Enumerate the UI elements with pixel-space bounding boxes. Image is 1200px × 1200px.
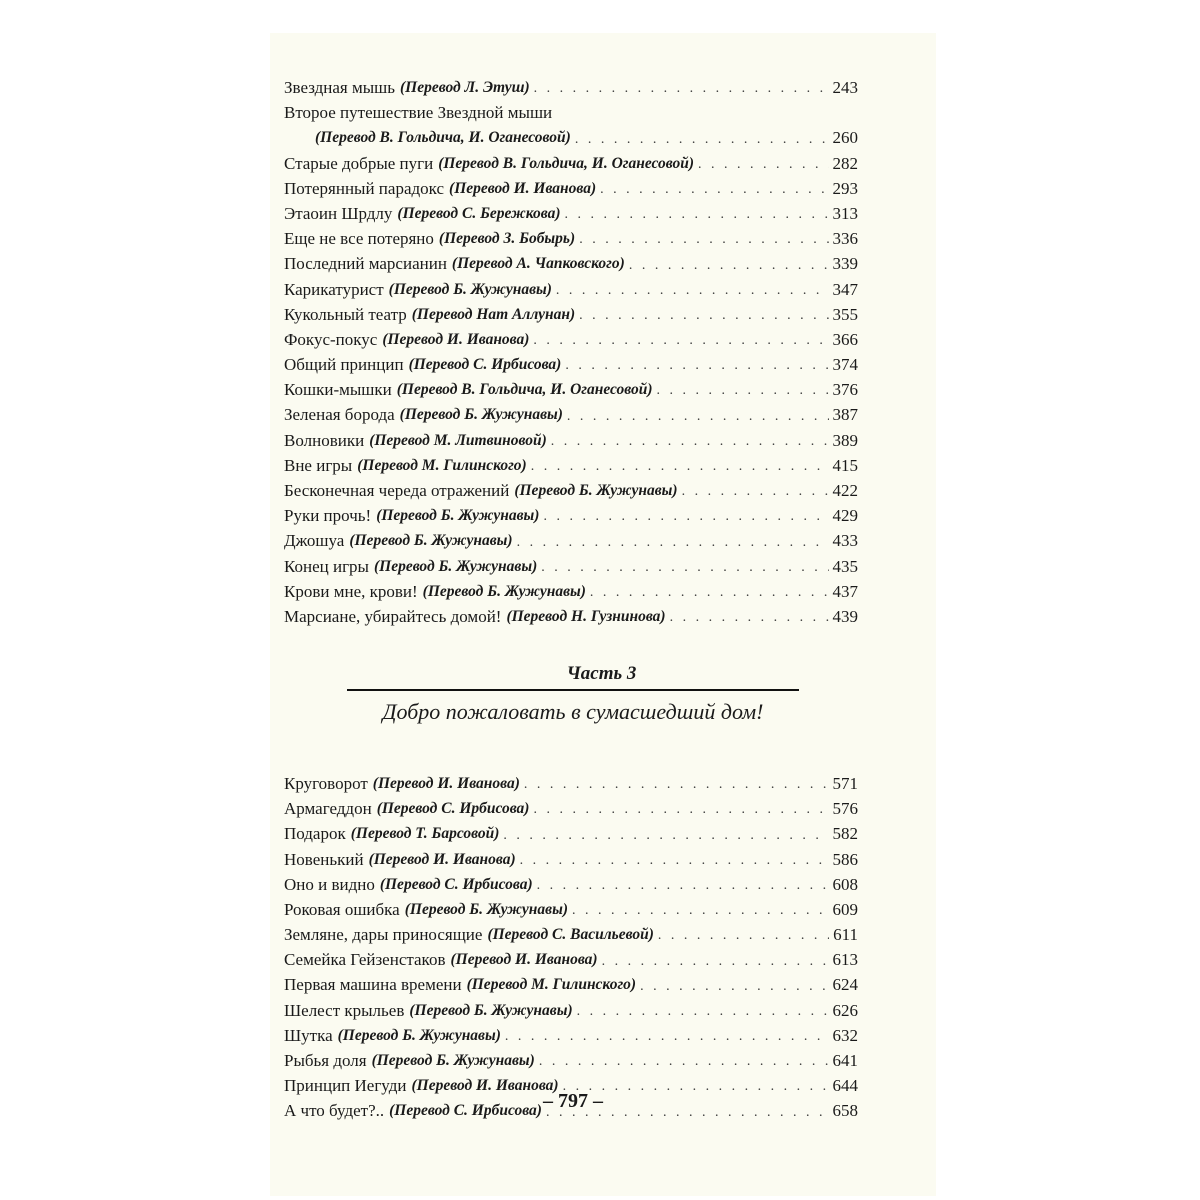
entry-translator: (Перевод С. Ирбисова) <box>376 800 530 818</box>
toc-list-part-3 <box>284 771 858 1124</box>
entry-title: Бесконечная череда отражений <box>284 481 510 500</box>
entry-translator: (Перевод В. Гольдича, И. Оганесовой) <box>438 154 695 172</box>
entry-page: 243 <box>832 77 858 97</box>
entry-translator: (Перевод С. Бережкова) <box>397 204 561 222</box>
toc-entry <box>284 453 858 478</box>
entry-page: 339 <box>832 254 858 274</box>
entry-page: 611 <box>833 925 858 945</box>
dot-leader <box>658 925 829 947</box>
entry-page: 439 <box>832 606 858 626</box>
entry-title: Вне игры <box>284 455 353 475</box>
dot-leader <box>698 154 828 176</box>
toc-entry <box>284 604 858 629</box>
toc-entry <box>284 922 858 947</box>
entry-translator: (Перевод Б. Жужунавы) <box>514 482 678 499</box>
entry-title: Этаоин Шрдлу <box>284 203 393 223</box>
part-heading <box>270 661 936 724</box>
entry-page: 571 <box>832 773 858 793</box>
entry-translator: (Перевод Л. Этуш) <box>400 78 530 96</box>
entry-translator: (Перевод С. Ирбисова) <box>389 1102 542 1120</box>
dot-leader <box>531 456 829 478</box>
toc-entry <box>284 998 858 1023</box>
entry-page: 608 <box>832 874 858 894</box>
toc-entry <box>284 821 858 846</box>
dot-leader <box>533 330 828 352</box>
entry-translator: (Перевод Т. Барсовой) <box>350 825 500 843</box>
dot-leader <box>517 532 829 554</box>
toc-entry <box>284 771 858 796</box>
entry-title: Рыбья доля <box>284 1051 367 1071</box>
entry-translator: (Перевод И. Иванова) <box>372 774 520 792</box>
dot-leader <box>590 582 829 604</box>
entry-title: Новенький <box>284 849 364 869</box>
entry-page: 576 <box>832 799 858 819</box>
entry-title: Принцип Иегуди <box>284 1076 407 1096</box>
dot-leader <box>579 229 828 251</box>
dot-leader <box>657 380 829 402</box>
entry-title: Последний марсианин <box>284 254 447 274</box>
entry-title: Еще не все потеряно <box>284 229 434 249</box>
entry-translator: (Перевод И. Иванова) <box>382 330 530 348</box>
dot-leader <box>537 875 829 897</box>
dot-leader <box>670 607 829 629</box>
entry-translator: (Перевод Б. Жужунавы) <box>337 1026 501 1044</box>
entry-page: 282 <box>832 153 858 173</box>
entry-page: 374 <box>832 355 858 375</box>
part-label: Часть 3 <box>566 663 637 684</box>
toc-entry <box>284 277 858 302</box>
dot-leader <box>682 481 829 503</box>
toc-entry <box>284 402 858 427</box>
entry-title: Шутка <box>284 1025 333 1045</box>
entry-page: 415 <box>832 455 858 475</box>
entry-title: Подарок <box>284 824 346 844</box>
entry-translator: (Перевод А. Чапковского) <box>451 255 625 273</box>
dot-leader <box>524 774 829 796</box>
toc-entry <box>284 428 858 453</box>
toc-entry <box>284 478 858 503</box>
entry-title: Руки прочь! <box>284 506 372 526</box>
entry-translator: (Перевод Б. Жужунавы) <box>409 1001 573 1019</box>
entry-title: А что будет?.. <box>284 1101 385 1121</box>
entry-translator: (Перевод Нат Аллунан) <box>411 305 576 323</box>
toc-entry <box>284 302 858 327</box>
entry-translator: (Перевод И. Иванова) <box>450 951 598 969</box>
entry-page: 376 <box>832 380 858 400</box>
entry-title: Кукольный театр <box>284 304 407 324</box>
toc-entry <box>284 503 858 528</box>
toc-entry <box>284 151 858 176</box>
entry-translator: (Перевод Б. Жужунавы) <box>399 406 563 424</box>
entry-page: 260 <box>832 128 858 148</box>
entry-translator: (Перевод И. Иванова) <box>411 1077 559 1095</box>
entry-title: Конец игры <box>284 556 369 576</box>
entry-page: 609 <box>832 899 858 919</box>
entry-translator: (Перевод В. Гольдича, И. Оганесовой) <box>315 129 571 147</box>
entry-page: 429 <box>832 506 858 526</box>
entry-title: Волновики <box>284 430 365 450</box>
toc-entry <box>284 251 858 276</box>
dot-leader <box>541 557 828 579</box>
dot-leader <box>539 1051 829 1073</box>
dot-leader <box>520 850 829 872</box>
toc-entry <box>284 377 858 402</box>
entry-page: 644 <box>832 1076 858 1096</box>
entry-page: 641 <box>832 1051 858 1071</box>
dot-leader <box>640 976 828 998</box>
entry-title: Первая машина времени <box>284 975 462 995</box>
entry-page: 366 <box>832 329 858 349</box>
entry-translator: (Перевод И. Иванова) <box>449 179 597 197</box>
entry-translator: (Перевод Б. Жужунавы) <box>404 900 568 918</box>
dot-leader <box>602 951 829 973</box>
entry-translator: (Перевод Б. Жужунавы) <box>371 1052 535 1070</box>
entry-page: 626 <box>832 1000 858 1020</box>
entry-page: 347 <box>832 279 858 299</box>
dot-leader <box>577 1001 829 1023</box>
entry-page: 582 <box>832 824 858 844</box>
part-title: Добро пожаловать в сумасшедший дом! <box>382 699 764 724</box>
entry-title: Джошуа <box>284 531 345 551</box>
entry-title: Оно и видно <box>284 874 375 894</box>
toc-entry <box>284 847 858 872</box>
toc-entry <box>284 100 858 150</box>
entry-title: Звездная мышь <box>284 77 395 97</box>
toc-entry <box>284 973 858 998</box>
dot-leader <box>600 179 828 201</box>
entry-page: 422 <box>832 481 858 500</box>
toc-entry <box>284 796 858 821</box>
toc-entry <box>284 201 858 226</box>
entry-page: 355 <box>832 304 858 324</box>
dot-leader <box>533 799 828 821</box>
dot-leader <box>565 355 828 377</box>
dot-leader <box>556 280 829 302</box>
entry-translator: (Перевод Б. Жужунавы) <box>422 582 586 600</box>
entry-title: Марсиане, убирайтесь домой! <box>284 606 502 626</box>
entry-page: 313 <box>832 203 858 223</box>
entry-translator: (Перевод С. Ирбисова) <box>408 356 562 374</box>
toc-list-part-2 <box>284 75 858 629</box>
dot-leader <box>505 1026 829 1048</box>
entry-title: Кошки-мышки <box>284 380 392 400</box>
entry-page: 433 <box>832 531 858 551</box>
entry-translator: (Перевод З. Бобырь) <box>438 230 576 248</box>
toc-entry <box>284 176 858 201</box>
entry-translator: (Перевод Б. Жужунавы) <box>349 532 513 550</box>
book-page <box>270 33 936 1196</box>
entry-page: 632 <box>832 1025 858 1045</box>
entry-title: Зеленая борода <box>284 405 395 425</box>
entry-page: 613 <box>832 950 858 970</box>
entry-title: Круговорот <box>284 773 368 793</box>
entry-title: Фокус-покус <box>284 329 378 349</box>
dot-leader <box>534 78 829 100</box>
toc-entry <box>284 327 858 352</box>
entry-page: 437 <box>832 581 858 601</box>
dot-leader <box>503 825 828 847</box>
part-rule <box>347 689 799 691</box>
entry-title: Старые добрые пуги <box>284 153 434 173</box>
entry-translator: (Перевод С. Ирбисова) <box>379 875 533 893</box>
entry-translator: (Перевод И. Иванова) <box>368 850 516 868</box>
toc-entry <box>284 1048 858 1073</box>
entry-title: Армагеддон <box>284 799 372 819</box>
page-number: – 797 – <box>543 1090 603 1112</box>
toc-entry <box>284 352 858 377</box>
dot-leader <box>579 305 828 327</box>
toc-entry <box>284 528 858 553</box>
dot-leader <box>565 204 829 226</box>
entry-translator: (Перевод Б. Жужунавы) <box>388 280 552 298</box>
entry-title: Карикатурист <box>284 279 384 299</box>
entry-translator: (Перевод М. Литвиновой) <box>369 431 547 449</box>
dot-leader <box>575 129 829 151</box>
entry-title: Шелест крыльев <box>284 1000 405 1020</box>
entry-title: Потерянный парадокс <box>284 178 445 198</box>
entry-title: Крови мне, крови! <box>284 581 418 601</box>
entry-title: Роковая ошибка <box>284 899 400 919</box>
dot-leader <box>543 506 828 528</box>
entry-page: 435 <box>832 556 858 576</box>
toc-entry <box>284 554 858 579</box>
entry-title: Семейка Гейзенстаков <box>284 950 446 970</box>
toc-entry <box>284 226 858 251</box>
toc-entry <box>284 1023 858 1048</box>
entry-translator: (Перевод М. Гилинского) <box>357 456 527 474</box>
toc-entry <box>284 897 858 922</box>
entry-page: 336 <box>832 229 858 249</box>
entry-title: Общий принцип <box>284 355 404 375</box>
entry-translator: (Перевод С. Васильевой) <box>487 926 654 944</box>
entry-translator: (Перевод М. Гилинского) <box>466 976 637 994</box>
entry-page: 293 <box>832 178 858 198</box>
entry-page: 387 <box>832 405 858 425</box>
entry-page: 586 <box>832 849 858 869</box>
entry-page: 658 <box>832 1101 858 1121</box>
dot-leader <box>567 406 829 428</box>
entry-page: 389 <box>832 430 858 450</box>
dot-leader <box>551 431 829 453</box>
toc-entry <box>284 75 858 100</box>
entry-translator: (Перевод В. Гольдича, И. Оганесовой) <box>396 381 653 399</box>
toc-entry <box>284 579 858 604</box>
entry-translator: (Перевод Б. Жужунавы) <box>373 557 538 575</box>
entry-translator: (Перевод Б. Жужунавы) <box>376 507 540 525</box>
toc-entry <box>284 872 858 897</box>
toc-entry <box>284 947 858 972</box>
entry-title: Земляне, дары приносящие <box>284 925 483 945</box>
entry-title: Второе путешествие Звездной мыши <box>284 103 553 123</box>
dot-leader <box>629 255 829 277</box>
entry-page: 624 <box>832 975 858 995</box>
dot-leader <box>572 900 829 922</box>
entry-translator: (Перевод Н. Гузнинова) <box>506 607 666 625</box>
